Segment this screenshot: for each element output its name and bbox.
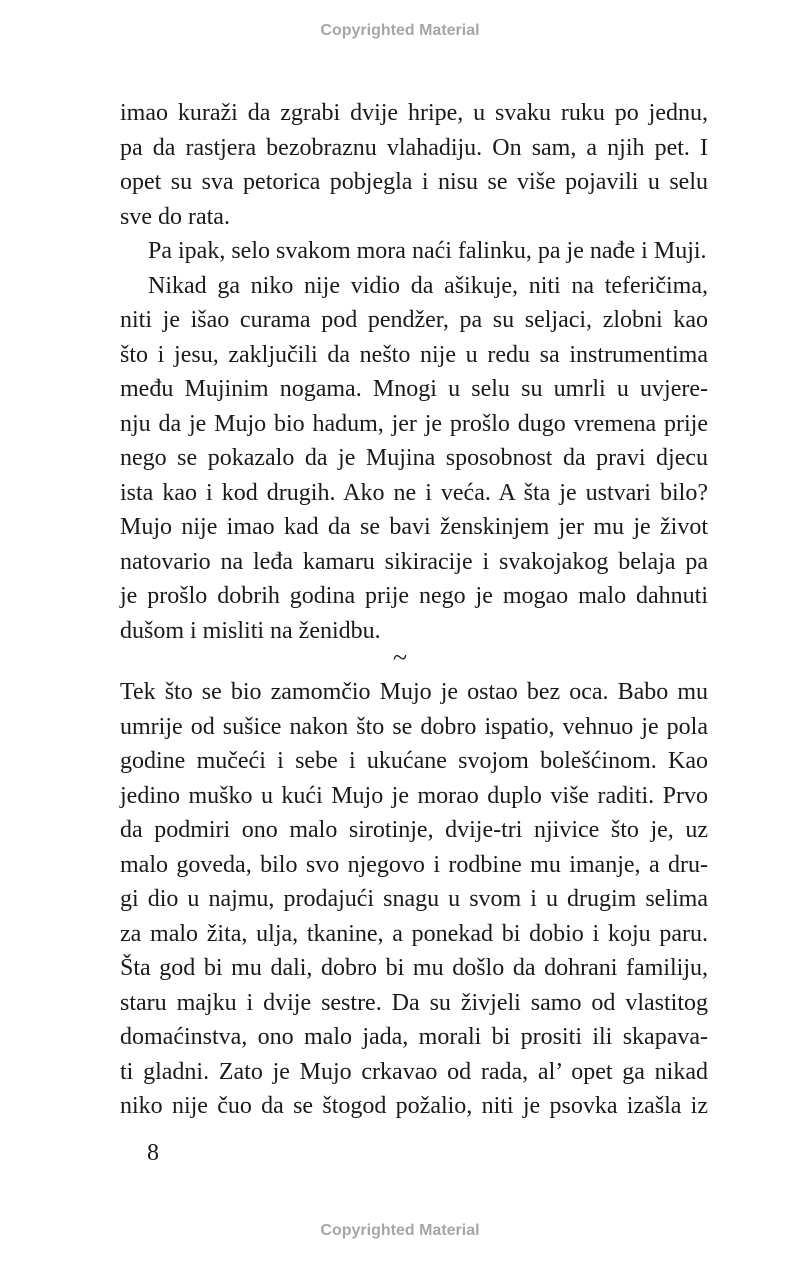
text-line: Tek što se bio zamomčio Mujo je ostao bez oca. Babo mu [120, 679, 708, 705]
text-line: domaćinstva, ono malo jada, morali bi prositi ili skapava- [120, 1024, 708, 1050]
footer-watermark: Copyrighted Material [320, 1222, 480, 1239]
paragraph-block-2 [120, 675, 708, 1124]
text-line: niko nije čuo da se štogod požalio, niti je psovka izašla iz [120, 1093, 708, 1119]
text-line: opet su sva petorica pobjegla i nisu se više pojavili u selu [120, 169, 708, 195]
page-number: 8 [147, 1140, 159, 1166]
text-line: jedino muško u kući Mujo je morao duplo više raditi. Prvo [120, 782, 708, 809]
text-line: za malo žita, ulja, tkanine, a ponekad bi dobio i koju paru. [120, 920, 708, 947]
section-break-ornament: ~ [392, 643, 408, 672]
text-line: ti gladni. Zato je Mujo crkavao od rada, al’ opet ga nikad [120, 1058, 708, 1085]
text-line: staru majku i dvije sestre. Da su živjeli samo od vlastitog [120, 989, 708, 1016]
text-line: među Mujinim nogama. Mnogi u selu su umrli u uvjere- [120, 376, 708, 402]
text-line: gi dio u najmu, prodajući snagu u svom i u drugim selima [120, 886, 708, 912]
text-line: da podmiri ono malo sirotinje, dvije-tri njivice što je, uz [120, 817, 708, 843]
text-line: što i jesu, zaključili da nešto nije u redu sa instrumentima [120, 341, 708, 368]
text-line: malo goveda, bilo svo njegovo i rodbine mu imanje, a dru- [120, 851, 708, 878]
text-line: imao kuraži da zgrabi dvije hripe, u svaku ruku po jednu, [120, 100, 708, 126]
text-line: niti je išao curama pod pendžer, pa su seljaci, zlobni kao [120, 307, 708, 333]
text-line: godine mučeći i sebe i ukućane svojom bolešćinom. Kao [120, 748, 708, 774]
text-line: ista kao i kod drugih. Ako ne i veća. A šta je ustvari bilo? [120, 479, 708, 506]
text-line: Mujo nije imao kad da se bavi ženskinjem jer mu je život [120, 514, 708, 540]
text-line: dušom i misliti na ženidbu. [120, 617, 381, 644]
text-line: nju da je Mujo bio hadum, jer je prošlo dugo vremena prije [120, 410, 708, 437]
text-line: umrije od sušice nakon što se dobro ispatio, vehnuo je pola [120, 713, 708, 740]
text-line: nego se pokazalo da je Mujina sposobnost da pravi djecu [120, 445, 708, 471]
text-line: sve do rata. [120, 203, 230, 230]
text-line: pa da rastjera bezobraznu vlahadiju. On sam, a njih pet. I [120, 134, 708, 161]
text-line: Nikad ga niko nije vidio da ašikuje, niti na teferičima, [148, 272, 708, 299]
text-line: Pa ipak, selo svakom mora naći falinku, pa je nađe i Muji. [148, 238, 707, 264]
paragraph-block-1 [120, 96, 708, 648]
text-line: natovario na leđa kamaru sikiracije i svakojakog belaja pa [120, 548, 708, 575]
text-line: Šta god bi mu dali, dobro bi mu došlo da dohrani familiju, [120, 955, 708, 981]
text-line: je prošlo dobrih godina prije nego je mogao malo dahnuti [120, 583, 708, 609]
header-watermark: Copyrighted Material [320, 22, 480, 39]
